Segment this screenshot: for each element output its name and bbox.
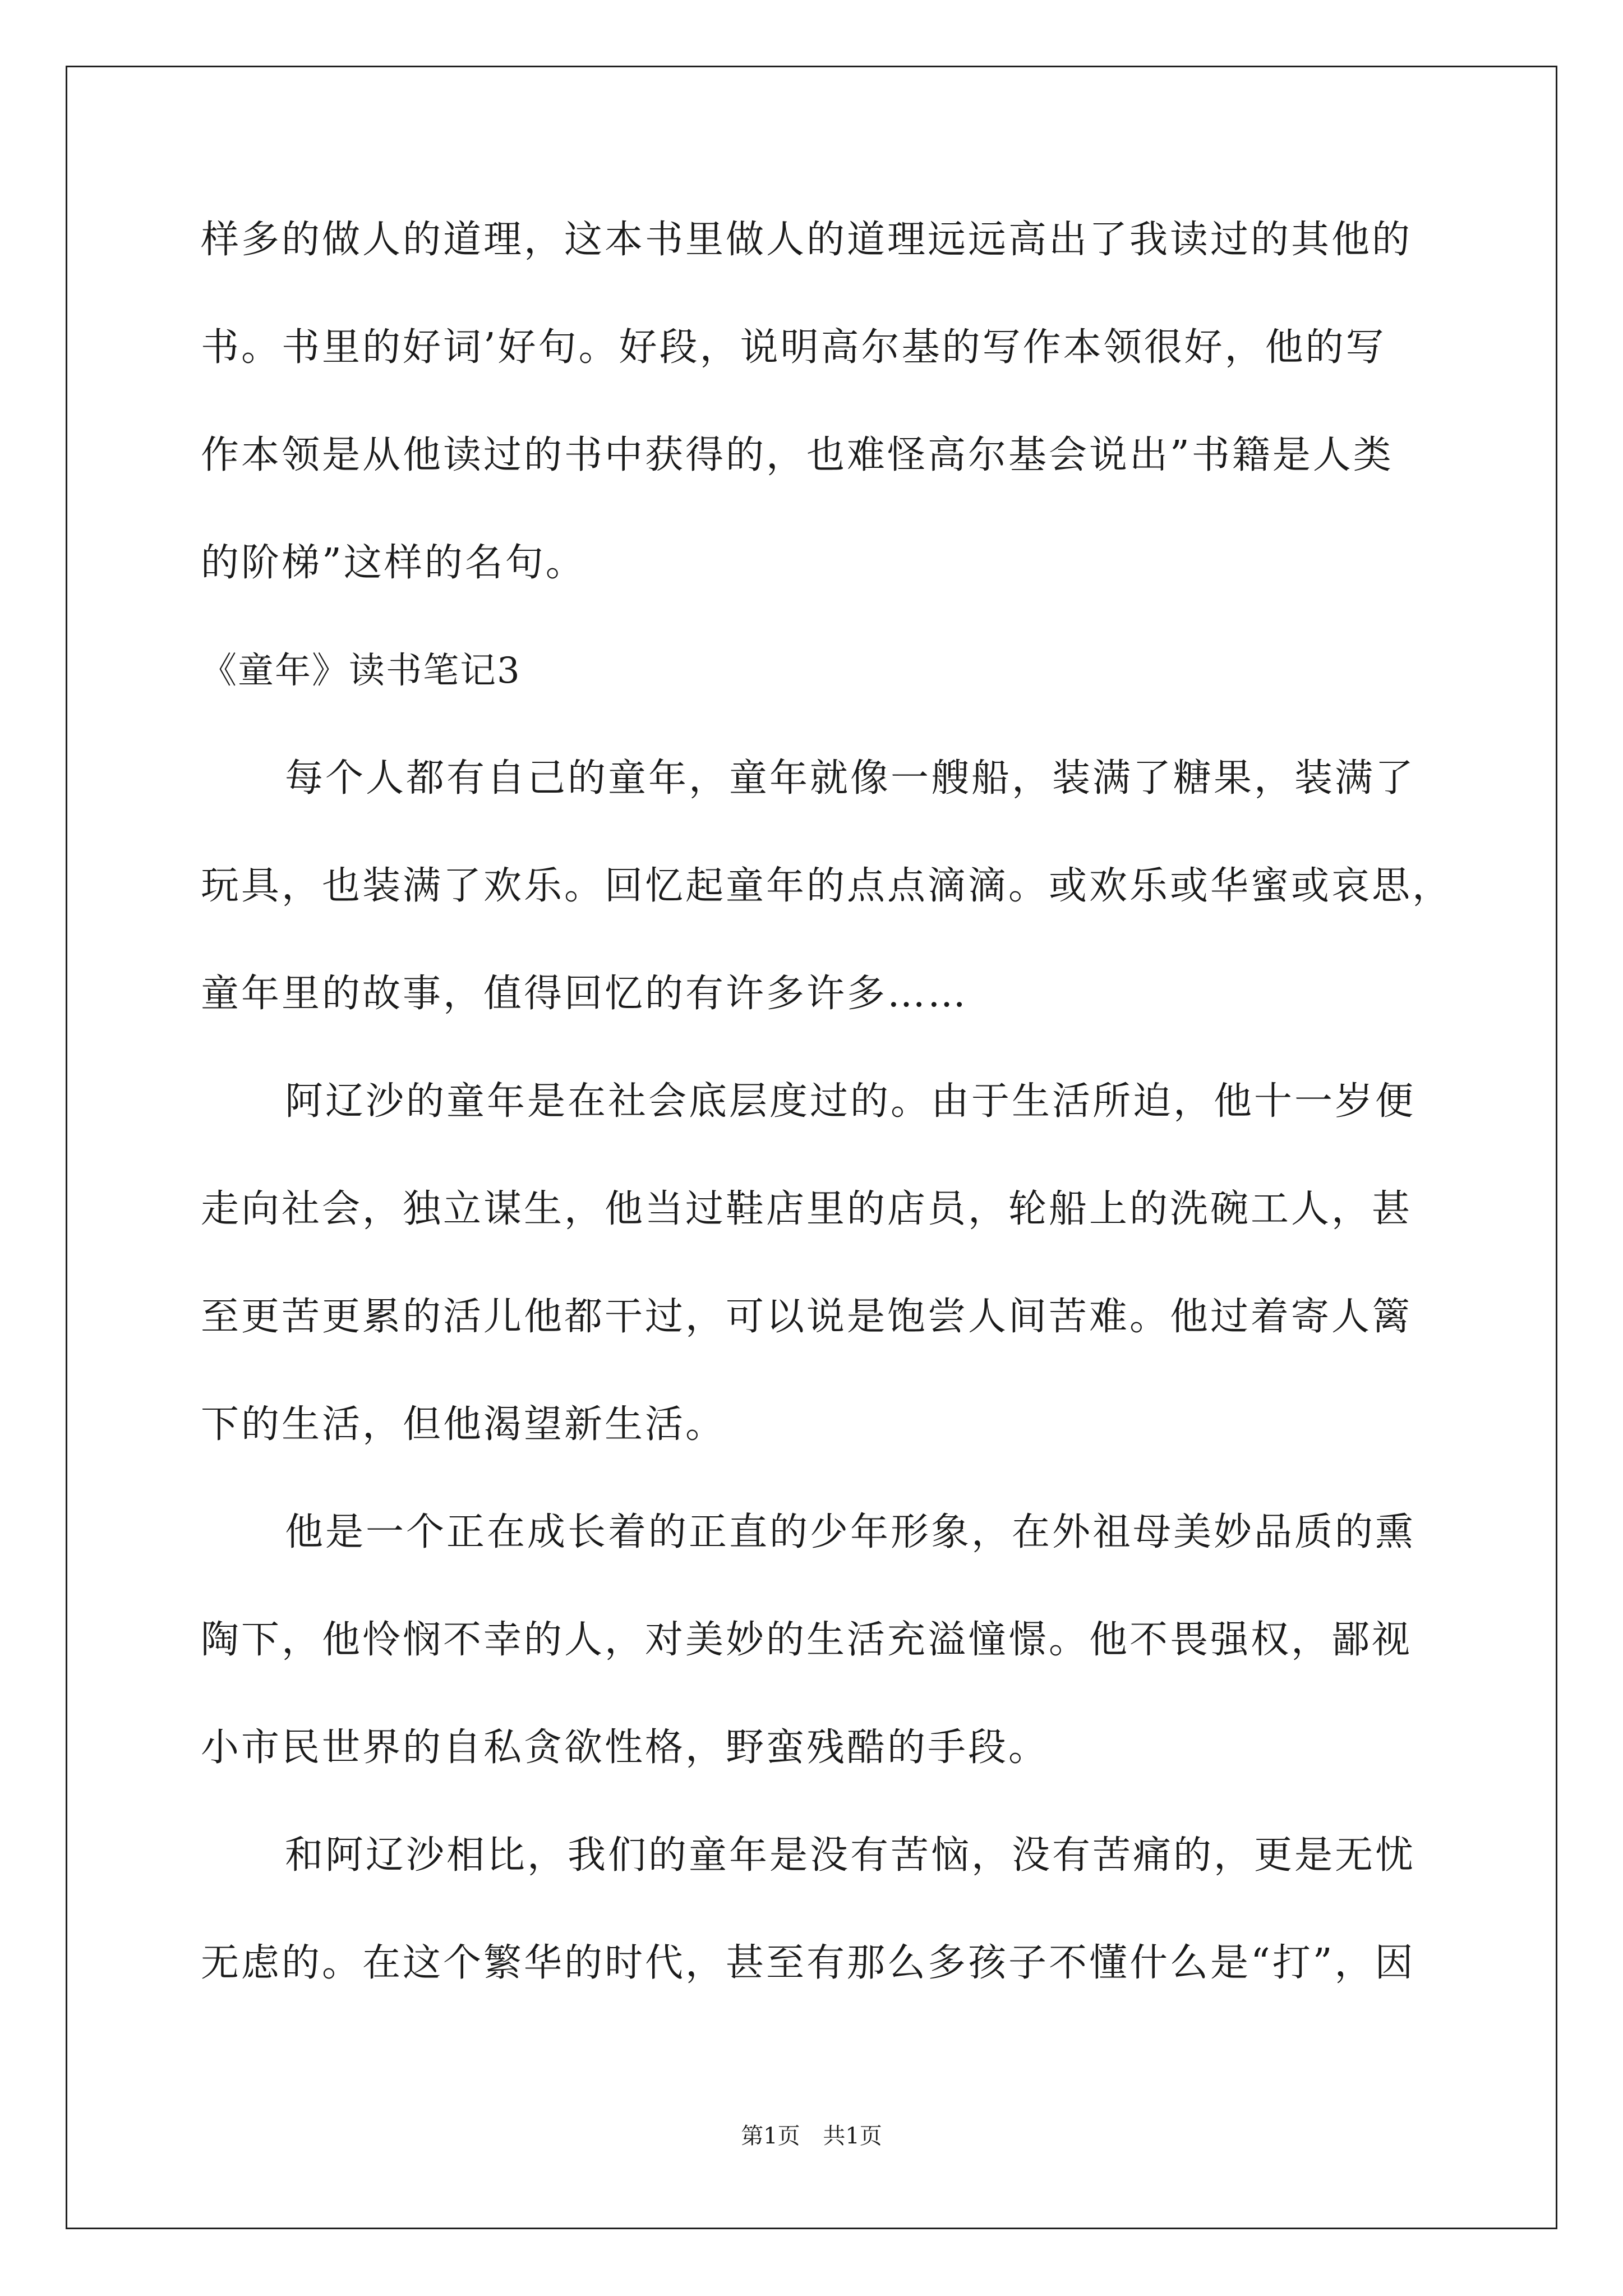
text-line: 小市民世界的自私贪欲性格，野蛮残酷的手段。: [201, 1726, 1049, 1770]
text-line: 他是一个正在成长着的正直的少年形象，在外祖母美妙品质的熏: [285, 1510, 1416, 1554]
text-line: 下的生活，但他渴望新生活。: [201, 1402, 726, 1447]
text-line: 童年里的故事，值得回忆的有许多许多……: [201, 972, 969, 1016]
page-total: 共1页: [823, 2123, 882, 2149]
text-line: 每个人都有自己的童年，童年就像一艘船，装满了糖果，装满了: [285, 756, 1416, 800]
text-line: 至更苦更累的活儿他都干过，可以说是饱尝人间苦难。他过着寄人篱: [201, 1295, 1413, 1339]
text-line: 书。书里的好词’好句。好段，说明高尔基的写作本领很好，他的写: [201, 325, 1386, 370]
page-footer: [0, 2122, 1623, 2150]
section-heading: 《童年》读书笔记3: [201, 650, 521, 692]
text-line: 样多的做人的道理，这本书里做人的道理远远高出了我读过的其他的: [201, 218, 1413, 262]
text-line: 走向社会，独立谋生，他当过鞋店里的店员，轮船上的洗碗工人，甚: [201, 1187, 1413, 1231]
page-number: 第1页: [741, 2123, 800, 2149]
text-line: 无虑的。在这个繁华的时代，甚至有那么多孩子不懂什么是“打”，因: [201, 1941, 1415, 1985]
text-line: 玩具，也装满了欢乐。回忆起童年的点点滴滴。或欢乐或华蜜或哀思，: [201, 864, 1453, 908]
document-body: [201, 213, 1453, 1990]
text-line: 阿辽沙的童年是在社会底层度过的。由于生活所迫，他十一岁便: [285, 1079, 1416, 1124]
text-line: 的阶梯”这样的名句。: [201, 541, 586, 585]
text-line: 和阿辽沙相比，我们的童年是没有苦恼，没有苦痛的，更是无忧: [285, 1833, 1416, 1878]
text-line: 陶下，他怜悯不幸的人，对美妙的生活充溢憧憬。他不畏强权，鄙视: [201, 1618, 1413, 1662]
text-line: 作本领是从他读过的书中获得的，也难怪高尔基会说出”书籍是人类: [201, 433, 1394, 477]
